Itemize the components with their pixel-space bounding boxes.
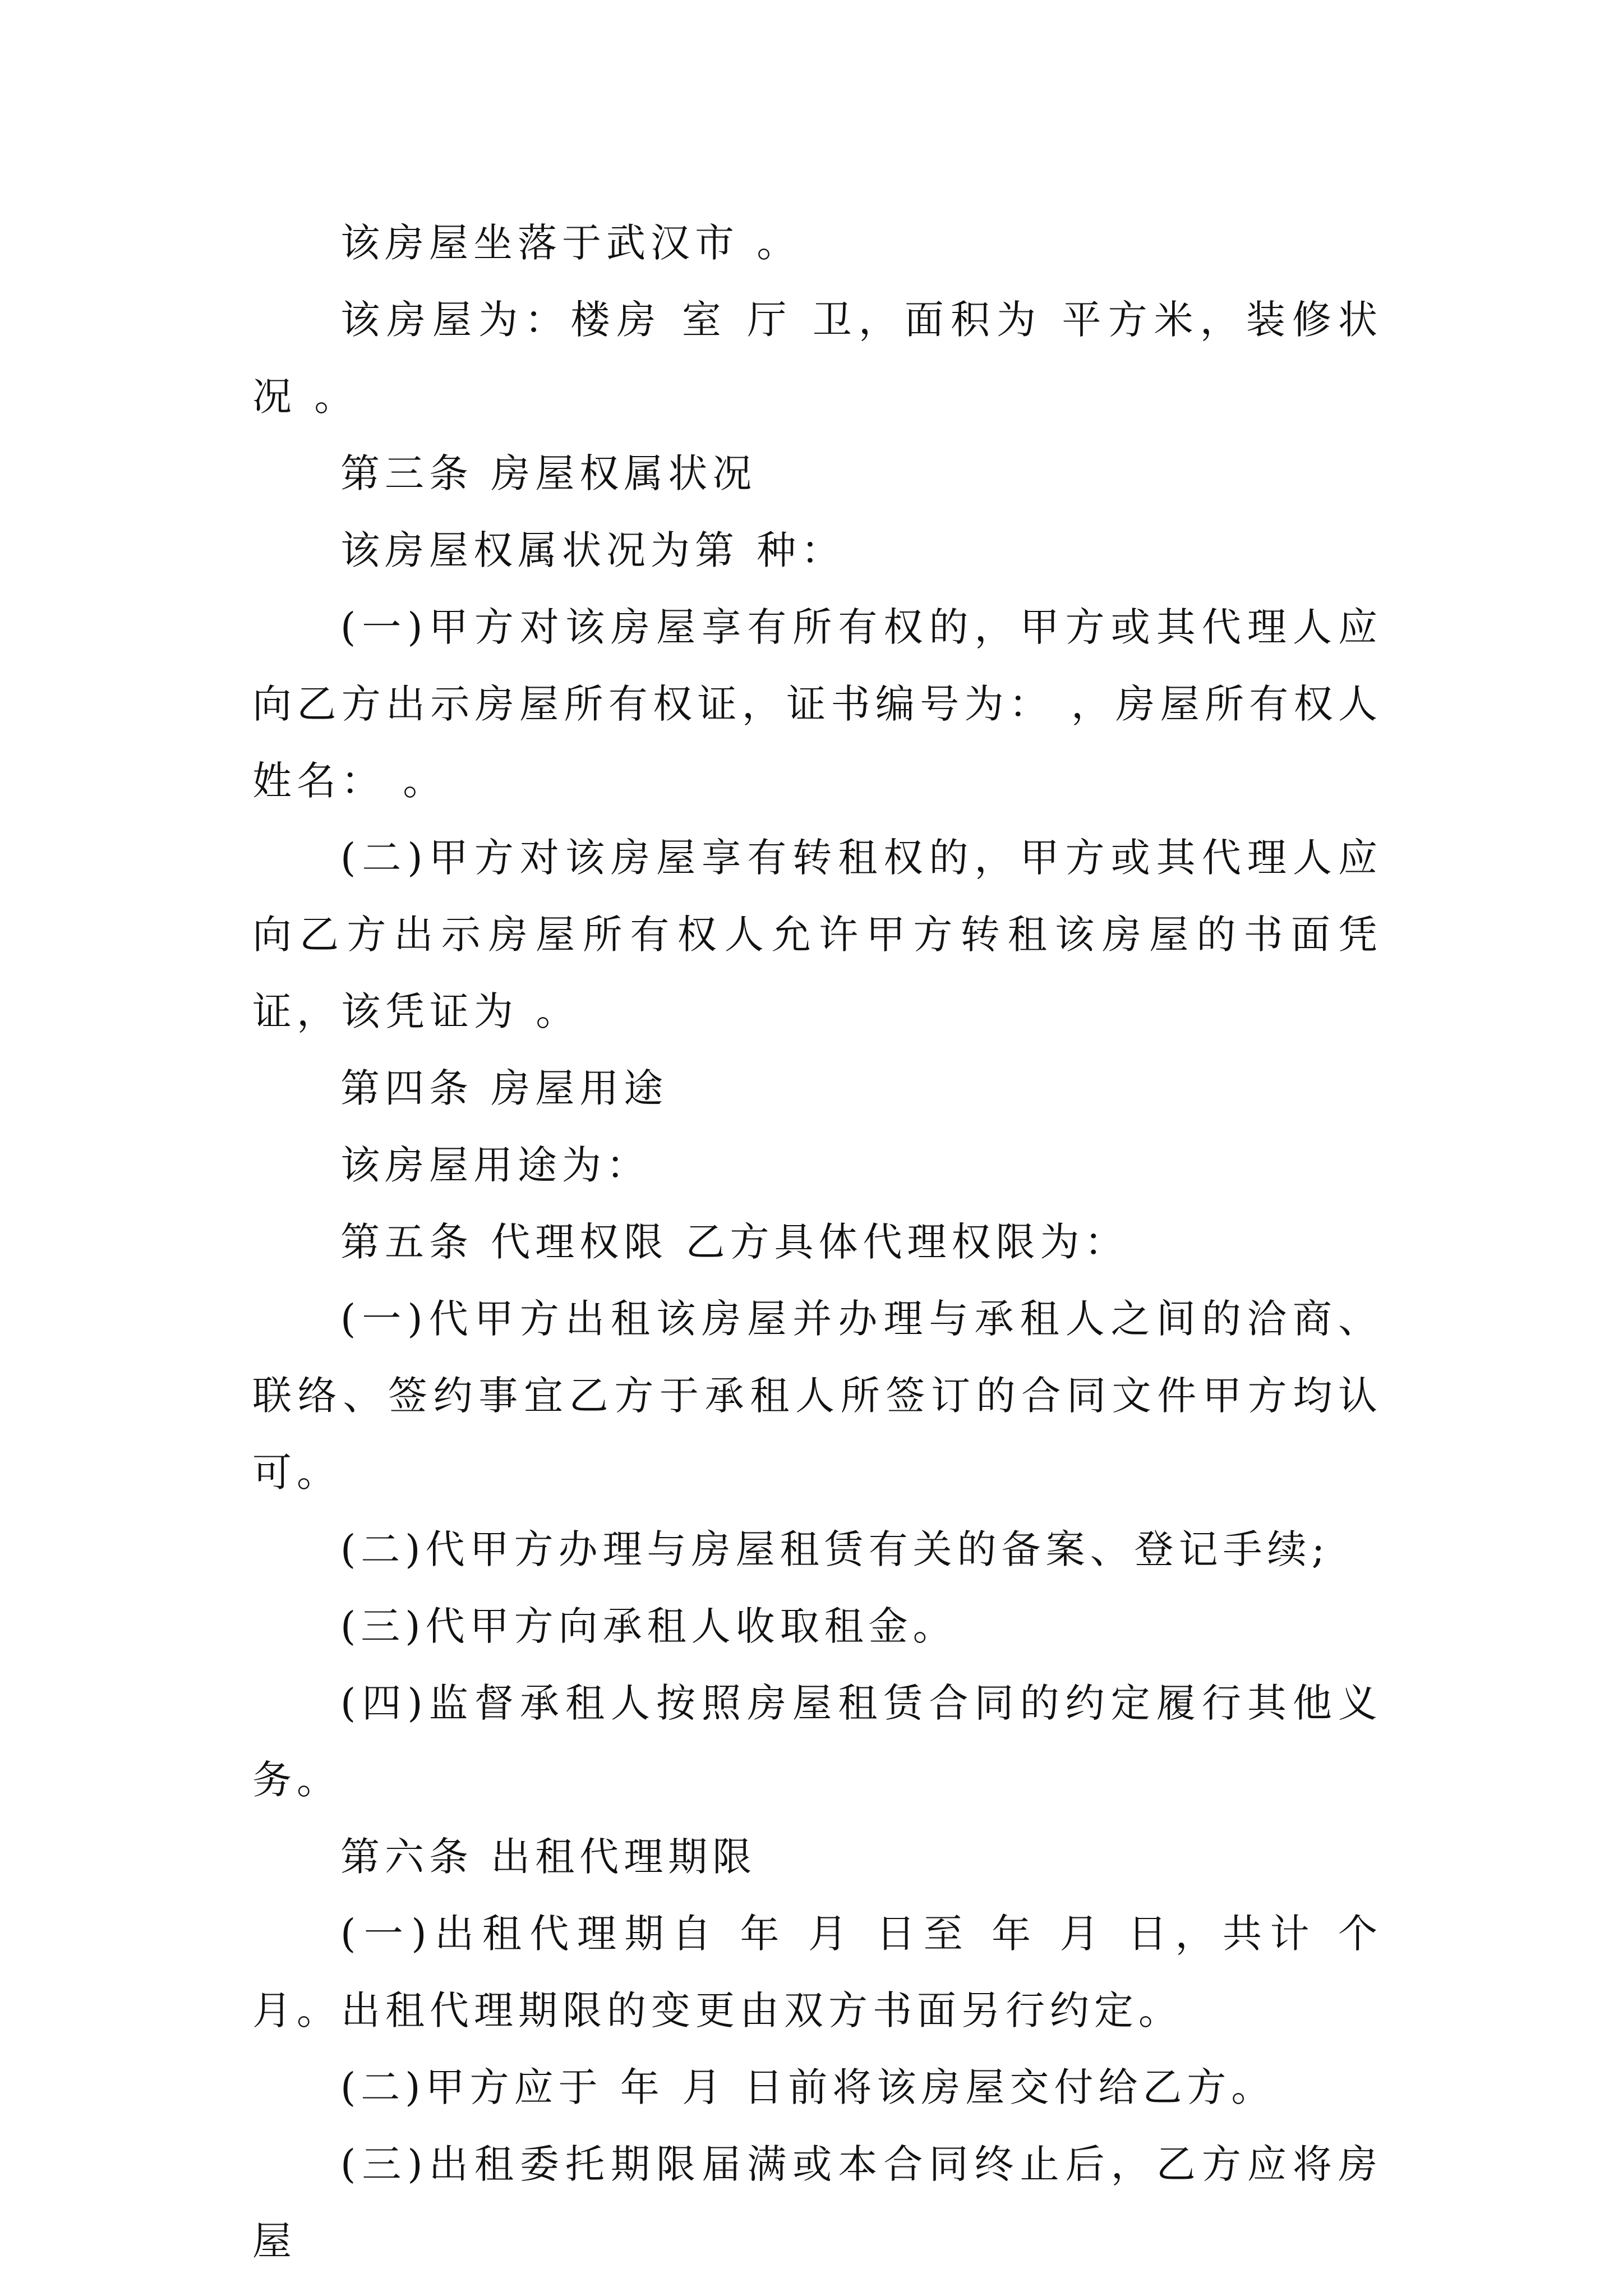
paragraph-ownership-1: (一)甲方对该房屋享有所有权的，甲方或其代理人应向乙方出示房屋所有权证，证书编号为： ，房屋所有权人姓名： 。 bbox=[252, 604, 1382, 804]
heading-article-6: 第六条 出租代理期限 bbox=[340, 1834, 757, 1880]
paragraph-ownership-type: 该房屋权属状况为第 种： bbox=[340, 527, 846, 573]
paragraph-house-type: 该房屋为：楼房 室 厅 卫，面积为 平方米，装修状况 。 bbox=[252, 297, 1382, 420]
heading-article-5: 第五条 代理权限 乙方具体代理权限为： bbox=[340, 1219, 1129, 1265]
paragraph-term-1: (一)出租代理期自 年 月 日至 年 月 日，共计 个月。出租代理期限的变更由双方书面另行约定。 bbox=[252, 1911, 1382, 2033]
paragraph-authority-2: (二)代甲方办理与房屋租赁有关的备案、登记手续; bbox=[340, 1526, 1330, 1572]
paragraph-authority-4: (四)监督承租人按照房屋租赁合同的约定履行其他义务。 bbox=[252, 1680, 1382, 1803]
document-body bbox=[252, 205, 1382, 2280]
paragraph-authority-1: (一)代甲方出租该房屋并办理与承租人之间的洽商、联络、签约事宜乙方于承租人所签订的合同文件甲方均认可。 bbox=[252, 1296, 1382, 1496]
paragraph-location: 该房屋坐落于武汉市 。 bbox=[340, 220, 801, 266]
heading-article-4: 第四条 房屋用途 bbox=[340, 1065, 668, 1111]
paragraph-term-2: (二)甲方应于 年 月 日前将该房屋交付给乙方。 bbox=[340, 2064, 1276, 2110]
heading-article-3: 第三条 房屋权属状况 bbox=[340, 450, 757, 496]
paragraph-usage: 该房屋用途为： bbox=[340, 1142, 651, 1188]
paragraph-term-3: (三)出租委托期限届满或本合同终止后，乙方应将房屋 bbox=[252, 2141, 1382, 2264]
paragraph-authority-3: (三)代甲方向承租人收取租金。 bbox=[340, 1603, 957, 1649]
paragraph-ownership-2: (二)甲方对该房屋享有转租权的，甲方或其代理人应向乙方出示房屋所有权人允许甲方转租该房屋的书面凭证，该凭证为 。 bbox=[252, 835, 1382, 1034]
